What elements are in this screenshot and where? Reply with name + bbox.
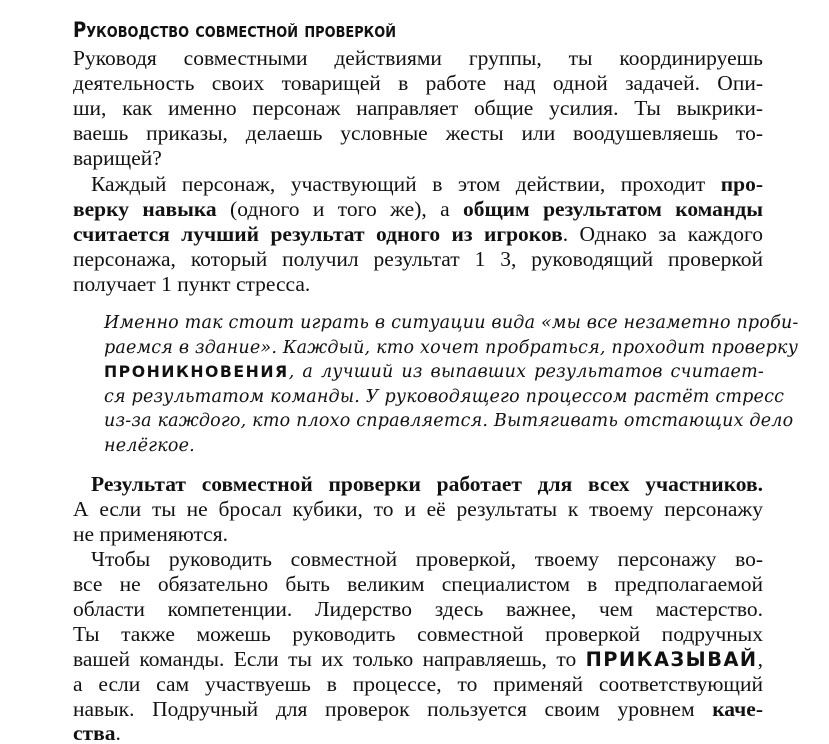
section-title: Руководство совместной проверкой xyxy=(73,18,396,42)
text-line xyxy=(91,172,763,197)
text-line: Чтобы руководить совместной проверкой, твоему персонажу во- xyxy=(91,547,763,571)
example-line: раемся в здание». Каждый, кто хочет пробраться, проходит проверку xyxy=(104,338,799,358)
example-line: Именно так стоит играть в ситуации вида «мы все незаметно проби- xyxy=(104,313,799,333)
text-span: , xyxy=(757,647,763,671)
command-name: ПРИКАЗЫВАЙ xyxy=(585,648,758,671)
text-line xyxy=(91,472,763,497)
text-line: ваешь приказы, делаешь условные жесты или воодушевляешь то- xyxy=(73,121,763,145)
text-span: Каждый персонаж, участвующий в этом действии, проходит xyxy=(91,172,721,196)
text-line: области компетенции. Лидерство здесь важнее, чем мастерство. xyxy=(73,597,763,621)
example-line xyxy=(104,360,764,385)
skill-name: ПРОНИКНОВЕНИЯ xyxy=(104,362,289,381)
example-line: из-за каждого, кто плохо справляется. Вытягивать отстающих дело xyxy=(104,411,794,431)
text-span: (одного и того же), а xyxy=(216,197,464,221)
text-line xyxy=(73,647,763,672)
example-line: нелёгкое. xyxy=(104,436,195,456)
bold-term: верку навыка xyxy=(73,197,217,221)
text-line: персонажа, который получил результат 1 3, руководящий проверкой xyxy=(73,247,763,271)
text-line: варищей? xyxy=(73,146,162,170)
text-line: получает 1 пункт стресса. xyxy=(73,272,311,296)
bold-term: Результат совместной проверки работает для всех участников. xyxy=(91,472,763,496)
bold-term: общим результатом команды xyxy=(463,197,763,221)
text-line: Руководя совместными действиями группы, ты координируешь xyxy=(73,46,763,70)
bold-term: считается лучший результат одного из игроков xyxy=(73,222,563,246)
text-line: ши, как именно персонаж направляет общие усилия. Ты выкрики- xyxy=(73,96,763,120)
text-line xyxy=(73,222,763,247)
text-span: . Однако за каждого xyxy=(562,222,763,246)
example-line: ся результатом команды. У руководящего процессом растёт стресс xyxy=(104,387,785,407)
text-line xyxy=(73,197,763,222)
bold-term: ства xyxy=(73,721,116,744)
bold-term: про- xyxy=(720,172,763,196)
text-line: не применяются. xyxy=(73,522,228,546)
text-span: , а лучший из выпавших результатов считает- xyxy=(288,362,764,382)
text-span: вашей команды. Если ты их только направляешь, то xyxy=(73,647,586,671)
text-span: навык. Подручный для проверок пользуется своим уровнем xyxy=(73,697,713,721)
text-span: . xyxy=(115,721,121,744)
text-line: деятельность своих товарищей в работе над одной задачей. Опи- xyxy=(73,71,763,95)
text-line xyxy=(73,721,763,744)
text-line xyxy=(73,697,763,722)
text-line: все не обязательно быть великим специалистом в предполагаемой xyxy=(73,572,763,596)
bold-term: каче- xyxy=(712,697,763,721)
text-line: А если ты не бросал кубики, то и её результаты к твоему персонажу xyxy=(73,497,763,521)
text-line: а если сам участвуешь в процессе, то применяй соответствующий xyxy=(73,672,763,696)
text-line: Ты также можешь руководить совместной проверкой подручных xyxy=(73,622,763,646)
